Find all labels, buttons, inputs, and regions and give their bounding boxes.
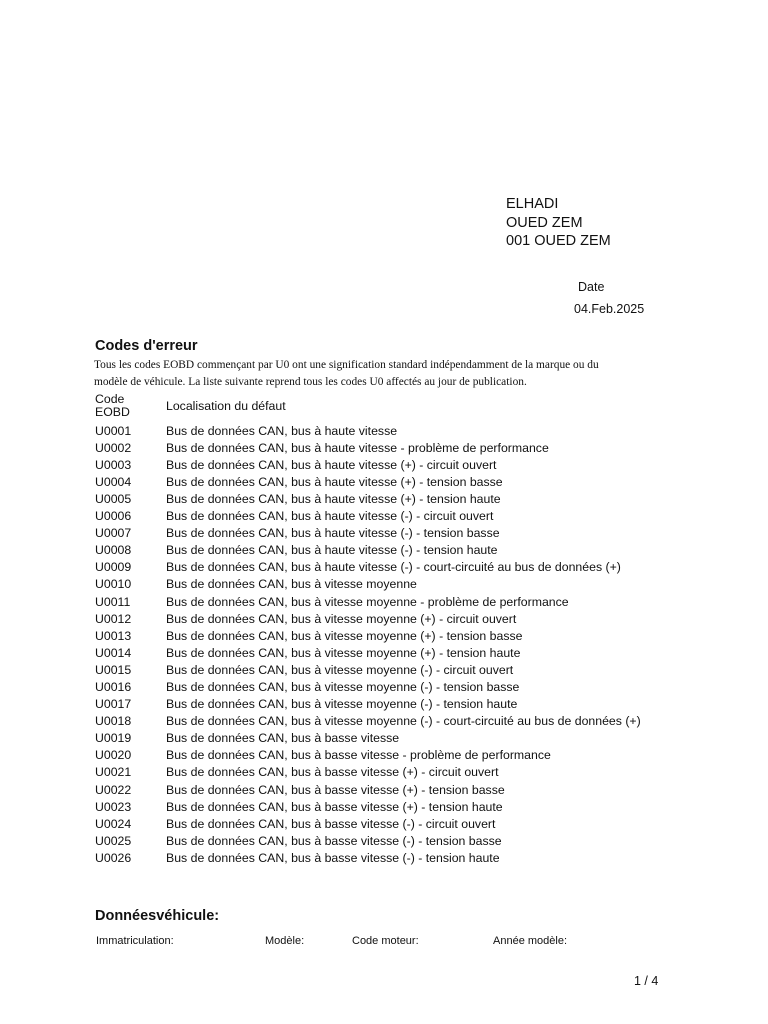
address-block xyxy=(506,195,611,251)
address-name: ELHADI xyxy=(506,196,559,212)
table-row xyxy=(95,457,670,474)
error-description: Bus de données CAN, bus à vitesse moyenne xyxy=(166,577,417,592)
error-code: U0017 xyxy=(95,697,132,712)
error-description: Bus de données CAN, bus à basse vitesse xyxy=(166,731,400,746)
error-code: U0020 xyxy=(95,748,132,763)
error-description: Bus de données CAN, bus à basse vitesse (-) - circuit ouvert xyxy=(166,816,496,831)
error-code: U0015 xyxy=(95,662,132,677)
error-description: Bus de données CAN, bus à haute vitesse xyxy=(166,423,398,438)
page-number: 1 / 4 xyxy=(634,974,659,988)
table-row xyxy=(95,782,670,799)
error-code: U0008 xyxy=(95,543,132,558)
error-description: Bus de données CAN, bus à basse vitesse (-) - tension haute xyxy=(166,850,500,865)
error-code: U0003 xyxy=(95,457,132,472)
error-code: U0018 xyxy=(95,714,132,729)
error-code: U0014 xyxy=(95,645,132,660)
error-description: Bus de données CAN, bus à vitesse moyenne - problème de performance xyxy=(166,594,569,609)
error-code: U0022 xyxy=(95,782,132,797)
intro-line: modèle de véhicule. La liste suivante reprend tous les codes U0 affectés au jour de publication. xyxy=(94,376,527,388)
error-description: Bus de données CAN, bus à haute vitesse (-) - circuit ouvert xyxy=(166,509,494,524)
header-code-line: Code xyxy=(95,391,125,406)
table-row xyxy=(95,696,670,713)
table-row xyxy=(95,491,670,508)
error-code: U0021 xyxy=(95,765,132,780)
table-row xyxy=(95,816,670,833)
error-description: Bus de données CAN, bus à haute vitesse (-) - court-circuité au bus de données (+) xyxy=(166,560,621,575)
table-row xyxy=(95,730,670,747)
error-codes-table xyxy=(95,391,670,867)
error-description: Bus de données CAN, bus à haute vitesse (+) - tension basse xyxy=(166,474,503,489)
header-code-line: EOBD xyxy=(95,405,130,420)
table-row xyxy=(95,423,670,440)
error-description: Bus de données CAN, bus à vitesse moyenne (-) - court-circuité au bus de données (+) xyxy=(166,714,641,729)
error-description: Bus de données CAN, bus à basse vitesse (+) - tension haute xyxy=(166,799,503,814)
field-model-year: Année modèle: xyxy=(493,935,567,947)
error-description: Bus de données CAN, bus à haute vitesse (+) - circuit ouvert xyxy=(166,457,497,472)
date-label: Date xyxy=(578,280,605,294)
error-description: Bus de données CAN, bus à haute vitesse (-) - tension basse xyxy=(166,526,500,541)
header-location: Localisation du défaut xyxy=(166,398,286,413)
table-row xyxy=(95,508,670,525)
table-row xyxy=(95,542,670,559)
codes-section-title: Codes d'erreur xyxy=(95,338,198,354)
table-row xyxy=(95,525,670,542)
error-description: Bus de données CAN, bus à haute vitesse - problème de performance xyxy=(166,440,549,455)
error-description: Bus de données CAN, bus à vitesse moyenne (-) - tension haute xyxy=(166,697,518,712)
error-code: U0001 xyxy=(95,423,132,438)
error-description: Bus de données CAN, bus à vitesse moyenne (-) - circuit ouvert xyxy=(166,662,514,677)
error-code: U0019 xyxy=(95,731,132,746)
table-row xyxy=(95,594,670,611)
error-description: Bus de données CAN, bus à vitesse moyenne (+) - tension basse xyxy=(166,628,523,643)
error-description: Bus de données CAN, bus à vitesse moyenne (-) - tension basse xyxy=(166,680,520,694)
table-row xyxy=(95,799,670,816)
error-description: Bus de données CAN, bus à basse vitesse (-) - tension basse xyxy=(166,833,502,848)
address-postal: 001 OUED ZEM xyxy=(506,233,611,249)
error-code: U0013 xyxy=(95,628,132,643)
error-code: U0016 xyxy=(95,680,132,694)
error-code: U0005 xyxy=(95,491,132,506)
error-code: U0010 xyxy=(95,577,132,592)
table-row xyxy=(95,628,670,645)
vehicle-section-title: Donnéesvéhicule: xyxy=(95,908,220,924)
table-row xyxy=(95,765,670,782)
address-city: OUED ZEM xyxy=(506,214,583,231)
table-row xyxy=(95,474,670,491)
table-row xyxy=(95,560,670,577)
error-code: U0004 xyxy=(95,474,132,489)
table-row xyxy=(95,713,670,730)
error-description: Bus de données CAN, bus à haute vitesse (-) - tension haute xyxy=(166,543,498,558)
error-code: U0026 xyxy=(95,850,132,865)
field-registration: Immatriculation: xyxy=(96,935,174,947)
table-row xyxy=(95,748,670,765)
error-code: U0023 xyxy=(95,799,132,814)
error-description: Bus de données CAN, bus à basse vitesse (+) - circuit ouvert xyxy=(166,765,499,780)
table-row xyxy=(95,679,670,696)
table-row xyxy=(95,611,670,628)
error-code: U0007 xyxy=(95,526,132,541)
table-row xyxy=(95,850,670,867)
table-row xyxy=(95,577,670,594)
table-row xyxy=(95,645,670,662)
codes-intro-paragraph xyxy=(94,357,679,391)
error-description: Bus de données CAN, bus à vitesse moyenne (+) - circuit ouvert xyxy=(166,611,517,626)
table-row xyxy=(95,440,670,457)
header-code xyxy=(95,391,166,423)
table-row xyxy=(95,662,670,679)
error-code: U0024 xyxy=(95,816,132,831)
error-code: U0006 xyxy=(95,509,132,524)
field-model: Modèle: xyxy=(265,935,305,947)
field-engine-code: Code moteur: xyxy=(352,935,419,947)
error-description: Bus de données CAN, bus à vitesse moyenne (+) - tension haute xyxy=(166,645,521,660)
error-description: Bus de données CAN, bus à basse vitesse - problème de performance xyxy=(166,748,551,763)
error-code: U0012 xyxy=(95,611,132,626)
table-header-row xyxy=(95,391,670,423)
date-value: 04.Feb.2025 xyxy=(574,302,645,316)
error-description: Bus de données CAN, bus à basse vitesse (+) - tension basse xyxy=(166,782,505,797)
error-code: U0025 xyxy=(95,833,132,848)
error-code: U0011 xyxy=(95,594,131,609)
error-code: U0009 xyxy=(95,560,132,575)
error-description: Bus de données CAN, bus à haute vitesse (+) - tension haute xyxy=(166,491,501,506)
intro-line: Tous les codes EOBD commençant par U0 ont une signification standard indépendamment de la marque ou du xyxy=(94,359,599,371)
table-row xyxy=(95,833,670,850)
error-code: U0002 xyxy=(95,440,132,455)
